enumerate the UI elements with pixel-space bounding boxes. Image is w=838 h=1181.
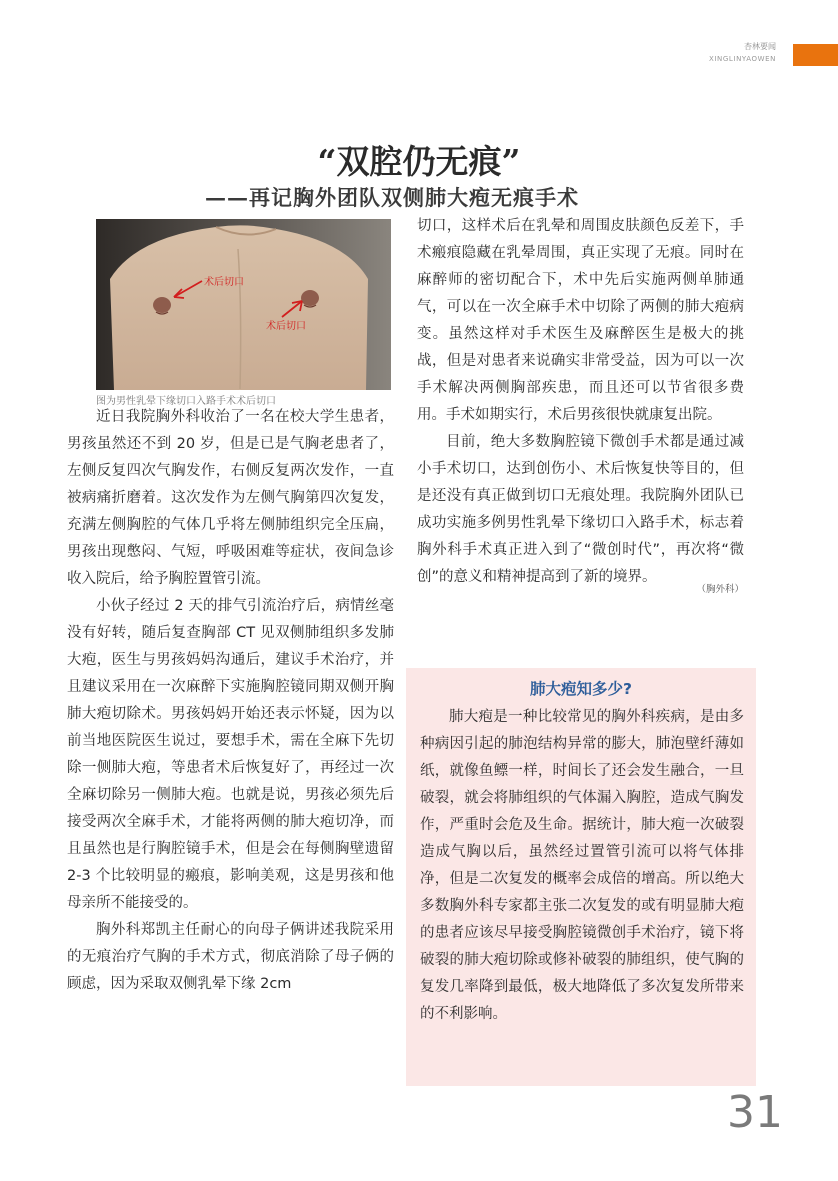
sidebar-body [420,704,744,1028]
author-signature: （胸外科） [696,584,744,595]
sidebar-paragraph: 肺大疱是一种比较常见的胸外科疾病，是由多种病因引起的肺泡结构异常的膨大，肺泡壁纤薄如纸，就像鱼鳔一样，时间长了还会发生融合，一旦破裂，就会将肺组织的气体漏入胸腔，造成气胸发作，严重时会危及生命。据统计，肺大疱一次破裂造成气胸以后，虽然经过置管引流可以将气体排净，但是二次复发的概率会成倍的增高。所以绝大多数胸外科专家都主张二次复发的或有明显肺大疱的患者应该尽早接受胸腔镜微创手术治疗，镜下将破裂的肺大疱切除或修补破裂的肺组织，使气胸的复发几率降到最低，极大地降低了多次复发所带来的不利影响。 [420,709,744,1022]
paragraph: 切口，这样术后在乳晕和周围皮肤颜色反差下，手术瘢痕隐藏在乳晕周围，真正实现了无痕。同时在麻醉师的密切配合下，术中先后实施两侧单肺通气，可以在一次全麻手术中切除了两侧的肺大疱病变。虽然这样对手术医生及麻醉医生是极大的挑战，但是对患者来说确实非常受益，因为可以一次手术解决两侧胸部疾患，而且还可以节省很多费用。手术如期实行，术后男孩很快就康复出院。 [417,218,744,423]
sidebar-title: 肺大疱知多少? [530,680,632,698]
section-color-tab [793,44,838,66]
page-number: 31 [727,1087,783,1138]
article-subtitle: ——再记胸外团队双侧肺大疱无痕手术 [205,185,579,210]
section-pinyin: XINGLINYAOWEN [708,55,776,63]
left-incision-label: 术后切口 [204,277,244,288]
right-nipple-shape [301,290,319,306]
section-label [709,41,776,65]
paragraph: 小伙子经过 2 天的排气引流治疗后，病情丝毫没有好转，随后复查胸部 CT 见双侧肺组织多发肺大疱，医生与男孩妈妈沟通后，建议手术治疗，并且建议采用在一次麻醉下实施胸腔镜同期双侧开胸肺大疱切除术。男孩妈妈开始还表示怀疑，因为以前当地医院医生说过，要想手术，需在全麻下先切除一侧肺大疱，等患者术后恢复好了，再经过一次全麻切除另一侧肺大疱。也就是说，男孩必须先后接受两次全麻手术，才能将两侧的肺大疱切净，而且虽然也是行胸腔镜手术，但是会在每侧胸壁遗留 2-3 个比较明显的瘢痕，影响美观，这是男孩和他母亲所不能接受的。 [67,598,394,911]
paragraph: 胸外科郑凯主任耐心的向母子俩讲述我院采用的无痕治疗气胸的手术方式，彻底消除了母子俩的顾虑，因为采取双侧乳晕下缘 2cm [67,922,394,992]
article-title: “双腔仍无痕” [317,142,521,181]
post-op-photo [96,219,391,390]
photo-illustration [96,219,391,390]
right-column [417,213,744,597]
photo-caption: 图为男性乳晕下缘切口入路手术术后切口 [96,396,276,407]
section-name: 杏林要闻 [744,42,776,51]
right-incision-label: 术后切口 [266,321,306,332]
left-column [67,404,394,998]
paragraph: 近日我院胸外科收治了一名在校大学生患者，男孩虽然还不到 20 岁，但是已是气胸老患者了，左侧反复四次气胸发作，右侧反复两次发作，一直被病痛折磨着。这次发作为左侧气胸第四次复发，充满左侧胸腔的气体几乎将左侧肺组织完全压扁，男孩出现憋闷、气短，呼吸困难等症状，夜间急诊收入院后，给予胸腔置管引流。 [67,409,394,587]
sidebar-box [406,668,756,1086]
paragraph: 目前，绝大多数胸腔镜下微创手术都是通过减小手术切口，达到创伤小、术后恢复快等目的，但是还没有真正做到切口无痕处理。我院胸外团队已成功实施多例男性乳晕下缘切口入路手术，标志着胸外科手术真正进入到了“微创时代”，再次将“微创”的意义和精神提高到了新的境界。 [417,434,744,585]
left-nipple-shape [153,297,171,313]
